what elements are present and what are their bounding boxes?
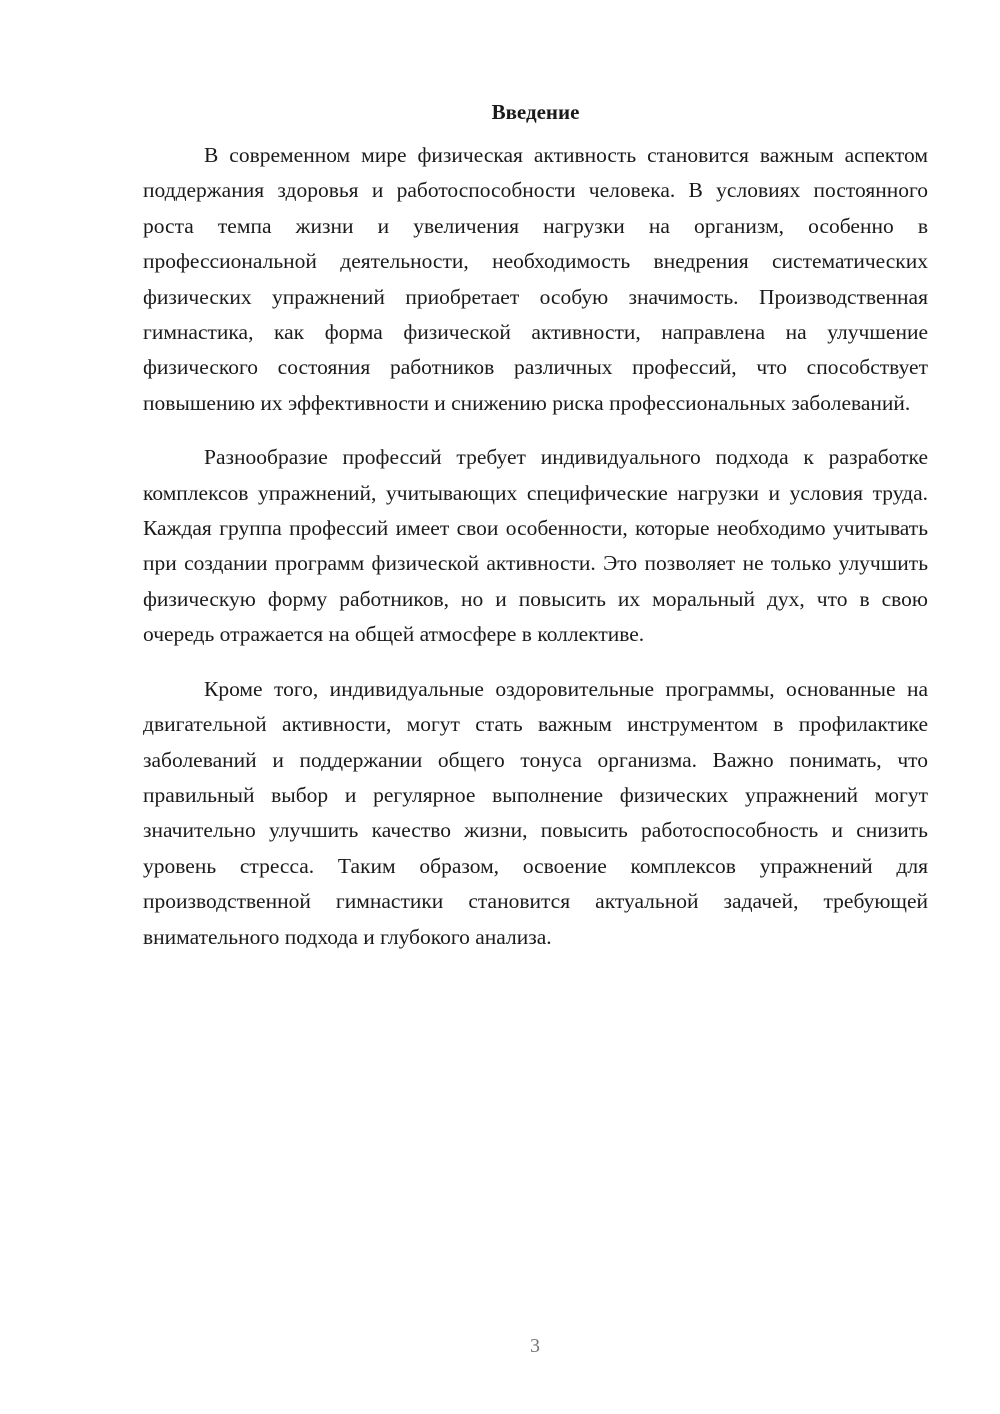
paragraph-2: Разнообразие профессий требует индивидуального подхода к разработке комплексов упражнений, учитывающих специфические нагрузки и условия труда. Каждая группа профессий имеет свои особенности, которые необходимо учитывать при создании программ физической активности. Это позволяет не только улучшить физическую форму работников, но и повысить их моральный дух, что в свою очередь отражается на общей атмосфере в коллективе.	[143, 445, 928, 647]
page-number: 3	[530, 1335, 540, 1357]
paragraph-3: Кроме того, индивидуальные оздоровительные программы, основанные на двигательной активности, могут стать важным инструментом в профилактике заболеваний и поддержании общего тонуса организма. Важно понимать, что правильный выбор и регулярное выполнение физических упражнений могут значительно улучшить качество жизни, повысить работоспособность и снизить уровень стресса. Таким образом, освоение комплексов упражнений для производственной гимнастики становится актуальной задачей, требующей внимательного подхода и глубокого анализа.	[143, 676, 928, 949]
paragraph-1: В современном мире физическая активность становится важным аспектом поддержания здоровья и работоспособности человека. В условиях постоянного роста темпа жизни и увеличения нагрузки на организм, особенно в профессиональной деятельности, необходимость внедрения систематических физических упражнений приобретает особую значимость. Производственная гимнастика, как форма физической активности, направлена на улучшение физического состояния работников различных профессий, что способствует повышению их эффективности и снижению риска профессиональных заболеваний.	[143, 143, 928, 415]
section-heading: Введение	[491, 100, 580, 124]
document-body	[143, 96, 928, 955]
